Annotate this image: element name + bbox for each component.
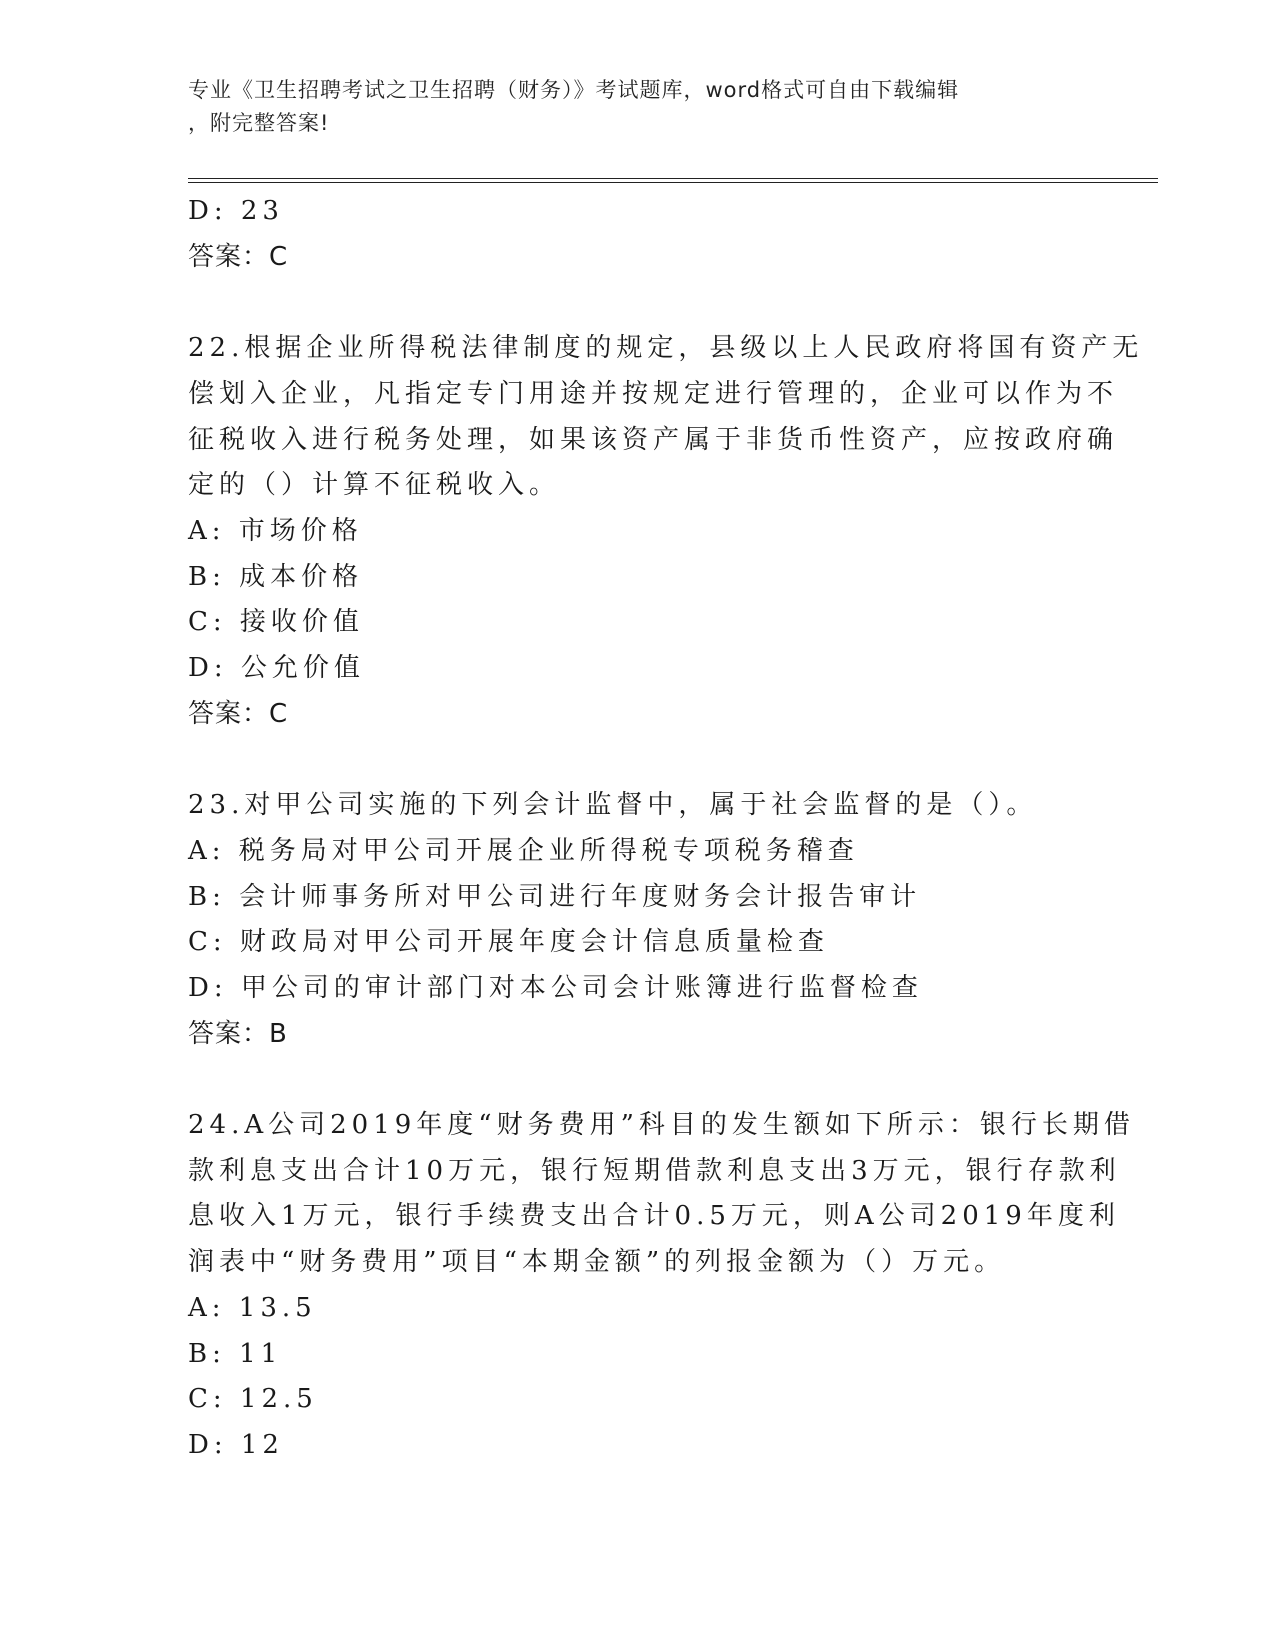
- spacer: [188, 280, 1088, 326]
- prev-answer: 答案：C: [188, 241, 289, 272]
- option-a: A: 13.5: [188, 1292, 317, 1323]
- question-stem-line: 征税收入进行税务处理，如果该资产属于非货币性资产，应按政府确: [188, 424, 1119, 455]
- question-stem-line: 23.对甲公司实施的下列会计监督中，属于社会监督的是（）。: [188, 790, 1038, 821]
- header-divider-bottom: [188, 182, 1158, 183]
- option-c: C: 财政局对甲公司开展年度会计信息质量检查: [188, 927, 829, 958]
- document-header: [188, 74, 1068, 140]
- answer: 答案：C: [188, 698, 289, 729]
- question-stem-line: 定的（）计算不征税收入。: [188, 470, 561, 501]
- question-23: [188, 783, 1088, 1057]
- header-line-1: 专业《卫生招聘考试之卫生招聘（财务）》考试题库，word格式可自由下载编辑: [188, 78, 960, 102]
- option-c: C: 接收价值: [188, 607, 364, 638]
- spacer: [188, 737, 1088, 783]
- option-c: C: 12.5: [188, 1384, 318, 1415]
- question-stem-line: 偿划入企业，凡指定专门用途并按规定进行管理的，企业可以作为不: [188, 378, 1119, 409]
- question-stem-line: 22.根据企业所得税法律制度的规定，县级以上人民政府将国有资产无: [188, 333, 1144, 364]
- spacer: [188, 1057, 1088, 1103]
- option-d: D: 公允价值: [188, 653, 365, 684]
- question-22: [188, 326, 1144, 737]
- question-stem-line: 24.A公司2019年度“财务费用”科目的发生额如下所示：银行长期借: [188, 1110, 1135, 1141]
- option-a: A: 市场价格: [188, 515, 363, 546]
- question-24: [188, 1103, 1135, 1469]
- option-b: B: 会计师事务所对甲公司进行年度财务会计报告审计: [188, 881, 922, 912]
- question-stem-line: 款利息支出合计10万元，银行短期借款利息支出3万元，银行存款利: [188, 1155, 1121, 1186]
- option-d: D: 甲公司的审计部门对本公司会计账簿进行监督检查: [188, 972, 923, 1003]
- question-stem-line: 息收入1万元，银行手续费支出合计0.5万元，则A公司2019年度利: [188, 1201, 1120, 1232]
- option-b: B: 成本价格: [188, 561, 364, 592]
- question-stem-line: 润表中“财务费用”项目“本期金额”的列报金额为（）万元。: [188, 1247, 1006, 1278]
- option-d: D: 12: [188, 1429, 284, 1460]
- answer: 答案：B: [188, 1018, 288, 1049]
- header-divider-top: [188, 178, 1158, 179]
- header-line-2: ，附完整答案!: [188, 111, 330, 135]
- question-content: [188, 189, 1144, 1469]
- prev-option-d: D: 23: [188, 196, 284, 226]
- option-a: A: 税务局对甲公司开展企业所得税专项税务稽查: [188, 835, 859, 866]
- option-b: B: 11: [188, 1338, 283, 1369]
